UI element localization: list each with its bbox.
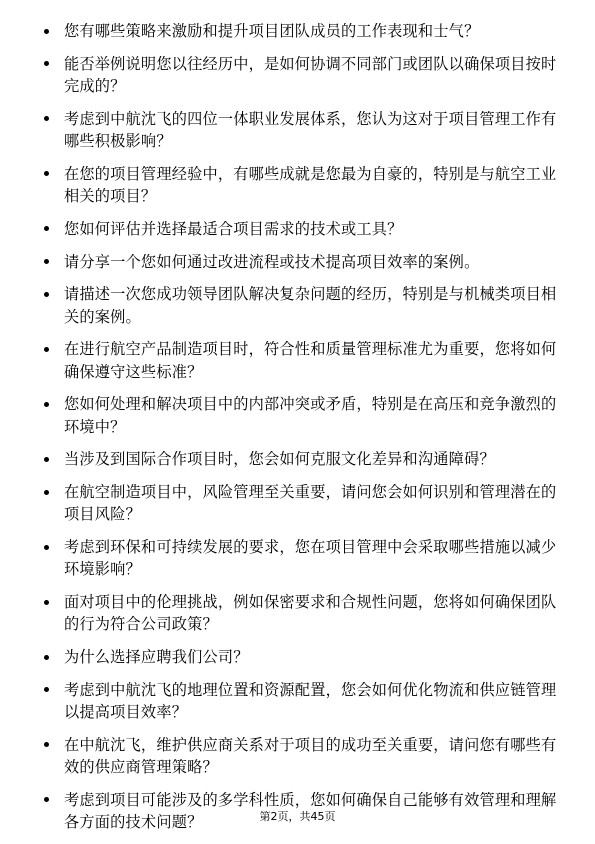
question-item <box>42 536 562 580</box>
question-item <box>42 20 562 42</box>
question-item <box>42 646 562 668</box>
question-text: 当涉及到国际合作项目时，您会如何克服文化差异和沟通障碍？ <box>64 450 495 469</box>
question-list <box>42 20 562 844</box>
question-item <box>42 448 562 470</box>
question-text: 能否举例说明您以往经历中，是如何协调不同部门或团队以确保项目按时完成的？ <box>64 54 557 95</box>
question-item <box>42 53 562 97</box>
question-item <box>42 734 562 778</box>
question-text: 在航空制造项目中，风险管理至关重要，请问您会如何识别和管理潜在的项目风险？ <box>64 483 557 524</box>
question-text: 为什么选择应聘我们公司？ <box>64 648 249 667</box>
bullet-icon <box>44 457 49 462</box>
page-footer <box>0 810 595 824</box>
question-item <box>42 283 562 327</box>
question-text: 您有哪些策略来激励和提升项目团队成员的工作表现和士气？ <box>64 22 480 40</box>
page-number: 第2页，共45页 <box>259 810 336 823</box>
question-text: 考虑到中航沈飞的地理位置和资源配置，您会如何优化物流和供应链管理以提高项目效率？ <box>64 680 557 722</box>
bullet-icon <box>44 61 49 66</box>
bullet-icon <box>44 490 49 495</box>
question-item <box>42 591 562 635</box>
question-item <box>42 393 562 437</box>
question-text: 在中航沈飞，维护供应商关系对于项目的成功至关重要，请问您有哪些有效的供应商管理策略？ <box>64 735 557 777</box>
question-text: 请描述一次您成功领导团队解决复杂问题的经历，特别是与机械类项目相关的案例。 <box>64 285 557 326</box>
question-text: 考虑到环保和可持续发展的要求，您在项目管理中会采取哪些措施以减少环境影响？ <box>64 538 557 579</box>
bullet-icon <box>44 655 49 660</box>
bullet-icon <box>44 259 49 264</box>
bullet-icon <box>44 600 49 605</box>
question-text: 在您的项目管理经验中，有哪些成就是您最为自豪的，特别是与航空工业相关的项目？ <box>64 164 557 205</box>
bullet-icon <box>44 226 49 231</box>
bullet-icon <box>44 292 49 297</box>
question-item <box>42 218 562 240</box>
question-text: 您如何评估并选择最适合项目需求的技术或工具？ <box>64 219 403 238</box>
bullet-icon <box>44 116 49 121</box>
question-text: 请分享一个您如何通过改进流程或技术提高项目效率的案例。 <box>64 252 480 271</box>
question-item <box>42 251 562 273</box>
question-item <box>42 163 562 207</box>
question-item <box>42 679 562 723</box>
bullet-icon <box>44 402 49 407</box>
question-text: 面对项目中的伦理挑战，例如保密要求和合规性问题，您将如何确保团队的行为符合公司政策？ <box>64 593 557 634</box>
question-item <box>42 108 562 152</box>
bullet-icon <box>44 797 49 802</box>
question-item <box>42 338 562 382</box>
bullet-icon <box>44 545 49 550</box>
bullet-icon <box>44 347 49 352</box>
question-text: 考虑到项目可能涉及的多学科性质，您如何确保自己能够有效管理和理解各方面的技术问题？ <box>64 790 557 832</box>
bullet-icon <box>44 171 49 176</box>
question-text: 您如何处理和解决项目中的内部冲突或矛盾，特别是在高压和竞争激烈的环境中？ <box>64 395 557 436</box>
question-text: 在进行航空产品制造项目时，符合性和质量管理标准尤为重要，您将如何确保遵守这些标准？ <box>64 340 557 381</box>
question-item <box>42 481 562 525</box>
question-text: 考虑到中航沈飞的四位一体职业发展体系，您认为这对于项目管理工作有哪些积极影响？ <box>64 109 557 150</box>
bullet-icon <box>44 687 49 692</box>
bullet-icon <box>44 29 49 34</box>
bullet-icon <box>44 742 49 747</box>
